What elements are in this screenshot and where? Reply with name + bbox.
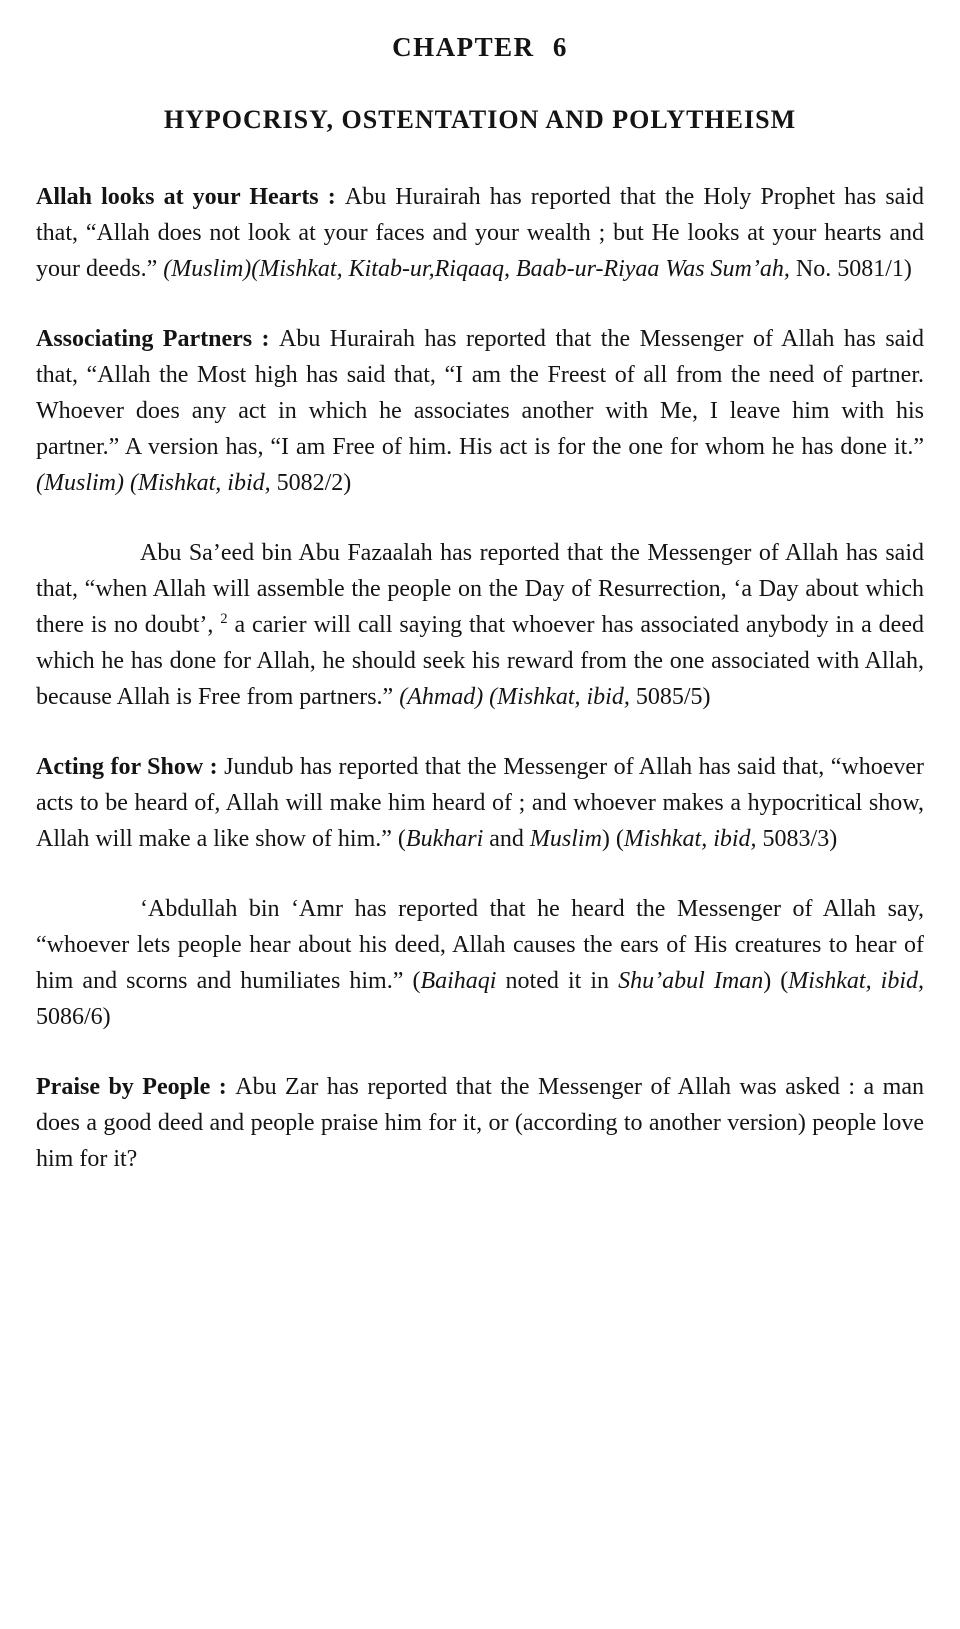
paragraph-praise-by-people <box>36 1069 924 1177</box>
footnote-marker: 2 <box>220 611 228 627</box>
body-text-run: Abu Sa’eed bin Abu Fazaalah has reported that the Messenger of Allah has said that, “when Allah will assemble the people on the Day of Resurrection, ‘a Day about which there is no doubt’, <box>36 540 924 638</box>
body-text-run: a carier will call saying that whoever has associated anybody in a deed which he has done for Allah, he should seek his reward from the one associated with Allah, because Allah is Free from partners.” <box>36 612 924 710</box>
bold-lead-text: Praise by People : <box>36 1074 236 1100</box>
paragraph-acting-for-show <box>36 749 924 857</box>
body-text-run: ‘Abdullah bin ‘Amr has reported that he heard the Messenger of Allah say, “whoever lets people hear about his deed, Allah causes the ears of His creatures to hear of him and scorns and humiliates him.” ( <box>36 896 924 994</box>
body-text-run: and <box>483 826 530 852</box>
body-text-run: No. 5081/1) <box>789 256 912 282</box>
italic-citation-text: Shu’abul Iman <box>618 968 764 994</box>
body-text-run: ) ( <box>763 968 789 994</box>
body-text-run: Abu Hurairah has reported that the Holy Prophet has said that, “Allah does not look at your faces and your wealth ; but He looks at your hearts and your deeds.” <box>36 184 924 282</box>
body-text-run: 5083/3) <box>756 826 838 852</box>
page-body-text <box>36 179 924 1177</box>
paragraph-abdullah-bin-amr-hadith <box>36 891 924 1035</box>
body-text-run: Abu Zar has reported that the Messenger of Allah was asked : a man does a good deed and people praise him for it, or (according to another version) people love him for it? <box>36 1074 924 1172</box>
italic-citation-text: Mishkat, ibid, <box>623 826 757 852</box>
body-text-run: noted it in <box>496 968 619 994</box>
bold-lead-text: Associating Partners : <box>36 326 279 352</box>
paragraph-abu-saeed-hadith <box>36 535 924 715</box>
italic-citation-text: Mishkat, ibid, <box>788 968 925 994</box>
page-title: HYPOCRISY, OSTENTATION AND POLYTHEISM <box>163 105 797 134</box>
body-text-run: Abu Hurairah has reported that the Messenger of Allah has said that, “Allah the Most high has said that, “I am the Freest of all from the need of partner. Whoever does any act in which he associates another with Me, I leave him with his partner.” A version has, “I am Free of him. His act is for the one for whom he has done it.” <box>36 326 924 460</box>
bold-lead-text: Allah looks at your Hearts : <box>36 184 345 210</box>
body-text-run: Jundub has reported that the Messenger of Allah has said that, “whoever acts to be heard of, Allah will make him heard of ; and whoever makes a hypocritical show, Allah will make a like show of him.” ( <box>36 754 924 852</box>
italic-citation-text: Bukhari <box>405 826 484 852</box>
chapter-heading: CHAPTER 6 <box>392 32 568 62</box>
paragraph-allah-looks-at-your-hearts <box>36 179 924 287</box>
italic-citation-text: (Ahmad) (Mishkat, ibid, <box>399 684 630 710</box>
italic-citation-text: Baihaqi <box>420 968 497 994</box>
italic-citation-text: (Muslim)(Mishkat, Kitab-ur,Riqaaq, Baab-ur-Riyaa Was Sum’ah, <box>163 256 790 282</box>
body-text-run: 5085/5) <box>629 684 711 710</box>
bold-lead-text: Acting for Show : <box>36 754 225 780</box>
paragraph-associating-partners <box>36 321 924 501</box>
italic-citation-text: Muslim <box>529 826 602 852</box>
body-text-run: 5086/6) <box>36 1004 111 1030</box>
italic-citation-text: (Muslim) (Mishkat, ibid, <box>36 470 271 496</box>
body-text-run: 5082/2) <box>270 470 352 496</box>
body-text-run: ) ( <box>601 826 624 852</box>
